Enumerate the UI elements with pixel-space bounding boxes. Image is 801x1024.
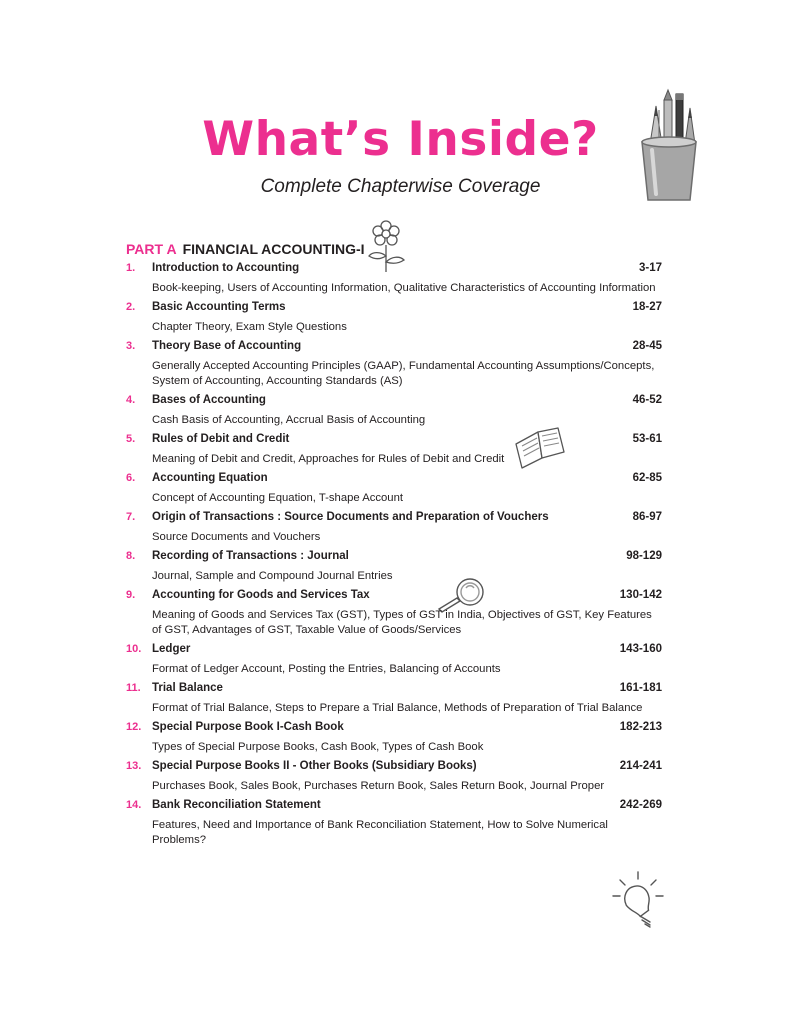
toc-entry bbox=[126, 433, 662, 467]
toc-entry bbox=[126, 262, 662, 296]
chapter-pages: 18-27 bbox=[632, 301, 662, 313]
toc-entry-head bbox=[126, 511, 662, 528]
toc-entry-head bbox=[126, 472, 662, 489]
chapter-description: Format of Trial Balance, Steps to Prepare a Trial Balance, Methods of Preparation of Trial Balance bbox=[152, 702, 643, 714]
chapter-description: Format of Ledger Account, Posting the Entries, Balancing of Accounts bbox=[152, 663, 501, 675]
chapter-number: 7. bbox=[126, 511, 136, 523]
chapter-title: Bases of Accounting bbox=[152, 394, 266, 406]
table-of-contents bbox=[126, 262, 662, 853]
chapter-pages: 62-85 bbox=[632, 472, 662, 484]
toc-entry bbox=[126, 721, 662, 755]
toc-entry-head bbox=[126, 589, 662, 606]
chapter-number: 2. bbox=[126, 301, 136, 313]
chapter-title: Introduction to Accounting bbox=[152, 262, 300, 274]
chapter-title: Ledger bbox=[152, 643, 191, 655]
toc-entry-head bbox=[126, 262, 662, 279]
chapter-description: Chapter Theory, Exam Style Questions bbox=[152, 321, 347, 333]
chapter-pages: 242-269 bbox=[619, 799, 662, 811]
chapter-pages: 143-160 bbox=[619, 643, 662, 655]
toc-entry bbox=[126, 394, 662, 428]
toc-entry bbox=[126, 799, 662, 848]
chapter-description: Generally Accepted Accounting Principles (GAAP), Fundamental Accounting Assumptions/Concepts, System of Accounting, Accounting Standards (AS) bbox=[152, 360, 655, 387]
page-subtitle: Complete Chapterwise Coverage bbox=[260, 176, 541, 197]
toc-entry-head bbox=[126, 643, 662, 660]
chapter-description: Journal, Sample and Compound Journal Entries bbox=[152, 570, 393, 582]
toc-entry-head bbox=[126, 301, 662, 318]
chapter-number: 9. bbox=[126, 589, 136, 601]
chapter-title: Accounting for Goods and Services Tax bbox=[152, 589, 370, 601]
chapter-description: Features, Need and Importance of Bank Reconciliation Statement, How to Solve Numerical Problems? bbox=[152, 819, 608, 846]
toc-entry bbox=[126, 340, 662, 389]
toc-entry-head bbox=[126, 550, 662, 567]
toc-entry-head bbox=[126, 682, 662, 699]
chapter-description: Concept of Accounting Equation, T-shape Account bbox=[152, 492, 404, 504]
chapter-title: Bank Reconciliation Statement bbox=[152, 799, 321, 811]
chapter-description: Types of Special Purpose Books, Cash Book, Types of Cash Book bbox=[152, 741, 484, 753]
chapter-pages: 28-45 bbox=[632, 340, 662, 352]
pencil-cup-icon bbox=[628, 86, 710, 206]
chapter-pages: 46-52 bbox=[632, 394, 662, 406]
chapter-number: 13. bbox=[126, 760, 142, 772]
page-title: What’s Inside? bbox=[202, 112, 599, 167]
chapter-title: Theory Base of Accounting bbox=[152, 340, 302, 352]
toc-entry-head bbox=[126, 760, 662, 777]
chapter-number: 14. bbox=[126, 799, 142, 811]
chapter-pages: 98-129 bbox=[626, 550, 662, 562]
chapter-title: Basic Accounting Terms bbox=[152, 301, 286, 313]
toc-entry bbox=[126, 301, 662, 335]
toc-entry-head bbox=[126, 433, 662, 450]
chapter-number: 6. bbox=[126, 472, 136, 484]
toc-entry bbox=[126, 643, 662, 677]
toc-entry-head bbox=[126, 394, 662, 411]
chapter-title: Origin of Transactions : Source Documents and Preparation of Vouchers bbox=[152, 511, 549, 523]
chapter-number: 8. bbox=[126, 550, 136, 562]
chapter-number: 11. bbox=[126, 682, 141, 694]
toc-entry-head bbox=[126, 799, 662, 816]
toc-entry-head bbox=[126, 721, 662, 738]
chapter-description: Book-keeping, Users of Accounting Information, Qualitative Characteristics of Accounting Information bbox=[152, 282, 656, 294]
chapter-number: 5. bbox=[126, 433, 136, 445]
chapter-description: Source Documents and Vouchers bbox=[152, 531, 321, 543]
toc-entry-head bbox=[126, 340, 662, 357]
chapter-pages: 86-97 bbox=[632, 511, 662, 523]
chapter-description: Meaning of Goods and Services Tax (GST), Types of GST in India, Objectives of GST, Key Features of GST, Advantages of GST, Taxable Value of Goods/Services bbox=[152, 609, 652, 636]
toc-entry bbox=[126, 511, 662, 545]
toc-entry bbox=[126, 550, 662, 584]
chapter-number: 4. bbox=[126, 394, 136, 406]
chapter-number: 1. bbox=[126, 262, 136, 274]
chapter-pages: 130-142 bbox=[619, 589, 662, 601]
chapter-pages: 161-181 bbox=[619, 682, 662, 694]
chapter-description: Purchases Book, Sales Book, Purchases Return Book, Sales Return Book, Journal Proper bbox=[152, 780, 605, 792]
chapter-title: Accounting Equation bbox=[152, 472, 268, 484]
chapter-title: Special Purpose Books II - Other Books (Subsidiary Books) bbox=[152, 760, 477, 772]
chapter-description: Cash Basis of Accounting, Accrual Basis of Accounting bbox=[152, 414, 426, 426]
chapter-title: Special Purpose Book I-Cash Book bbox=[152, 721, 344, 733]
chapter-number: 10. bbox=[126, 643, 142, 655]
chapter-title: Trial Balance bbox=[152, 682, 223, 694]
chapter-title: Rules of Debit and Credit bbox=[152, 433, 290, 445]
toc-entry bbox=[126, 472, 662, 506]
chapter-pages: 53-61 bbox=[632, 433, 662, 445]
chapter-number: 3. bbox=[126, 340, 136, 352]
part-title: FINANCIAL ACCOUNTING-I bbox=[182, 241, 365, 257]
light-bulb-icon bbox=[610, 870, 666, 930]
chapter-pages: 182-213 bbox=[619, 721, 662, 733]
chapter-pages: 3-17 bbox=[638, 262, 662, 274]
toc-entry bbox=[126, 682, 662, 716]
part-label: PART A bbox=[126, 241, 177, 257]
toc-entry bbox=[126, 760, 662, 794]
chapter-number: 12. bbox=[126, 721, 142, 733]
part-heading bbox=[126, 241, 365, 257]
toc-entry bbox=[126, 589, 662, 638]
chapter-description: Meaning of Debit and Credit, Approaches for Rules of Debit and Credit bbox=[152, 453, 505, 465]
chapter-pages: 214-241 bbox=[619, 760, 662, 772]
chapter-title: Recording of Transactions : Journal bbox=[152, 550, 349, 562]
